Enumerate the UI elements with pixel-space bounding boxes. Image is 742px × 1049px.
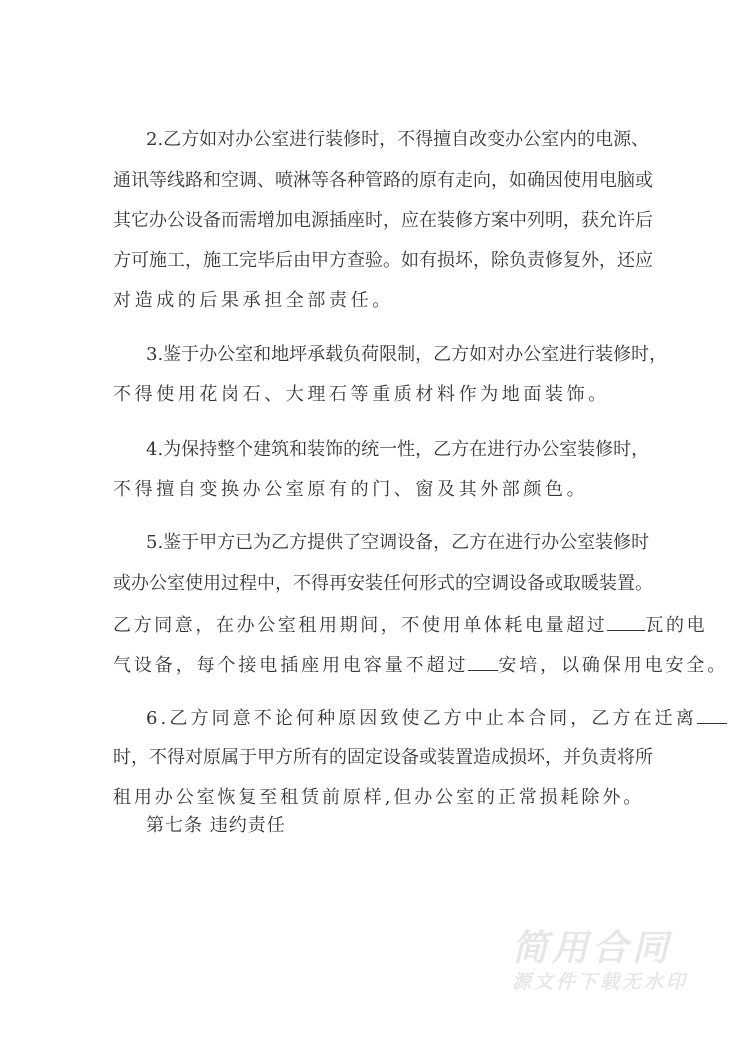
watermark-title: 简用合同 bbox=[512, 928, 673, 969]
text-line: 2.乙方如对办公室进行装修时，不得擅自改变办公室内的电源、 bbox=[146, 129, 650, 150]
fill-blank-amperage[interactable] bbox=[468, 652, 498, 671]
text-line: 3.鉴于办公室和地坪承载负荷限制，乙方如对办公室进行装修时， bbox=[146, 344, 668, 365]
text-line bbox=[113, 612, 708, 638]
watermark-subtitle: 源文件下载无水印 bbox=[512, 971, 689, 993]
text-line: 4.为保持整个建筑和装饰的统一性，乙方在进行办公室装修时， bbox=[146, 439, 650, 460]
text-line: 或办公室使用过程中，不得再安装任何形式的空调设备或取暖装置。 bbox=[113, 573, 653, 594]
text-segment: 瓦的电 bbox=[645, 615, 708, 636]
fill-blank-move-out[interactable] bbox=[697, 705, 727, 724]
text-line: 通讯等线路和空调、喷淋等各种管路的原有走向，如确因使用电脑或 bbox=[113, 170, 653, 191]
text-line: 5.鉴于甲方已为乙方提供了空调设备，乙方在进行办公室装修时 bbox=[146, 532, 650, 553]
fill-blank-wattage[interactable] bbox=[607, 612, 645, 631]
text-segment: 6.乙方同意不论何种原因致使乙方中止本合同，乙方在迁离 bbox=[146, 708, 697, 729]
text-line: 不得擅自变换办公室原有的门、窗及其外部颜色。 bbox=[113, 479, 589, 500]
text-line bbox=[113, 652, 729, 678]
text-line: 时，不得对原属于甲方所有的固定设备或装置造成损坏，并负责将所 bbox=[113, 747, 653, 768]
section-heading: 第七条 违约责任 bbox=[146, 815, 286, 836]
text-line: 对造成的后果承担全部责任。 bbox=[113, 290, 394, 311]
text-segment: 气设备，每个接电插座用电容量不超过 bbox=[113, 655, 469, 676]
text-line: 其它办公设备而需增加电源插座时，应在装修方案中列明，获允许后 bbox=[113, 210, 653, 231]
text-segment: 安培，以确保用电安全。 bbox=[498, 655, 729, 676]
text-line: 租用办公室恢复至租赁前原样,但办公室的正常损耗除外。 bbox=[113, 787, 645, 808]
text-line: 方可施工，施工完毕后由甲方查验。如有损坏，除负责修复外，还应 bbox=[113, 250, 653, 271]
text-line bbox=[146, 705, 697, 731]
text-segment: 乙方同意，在办公室租用期间，不使用单体耗电量超过 bbox=[113, 615, 608, 636]
text-line: 不得使用花岗石、大理石等重质材料作为地面装饰。 bbox=[113, 384, 610, 405]
